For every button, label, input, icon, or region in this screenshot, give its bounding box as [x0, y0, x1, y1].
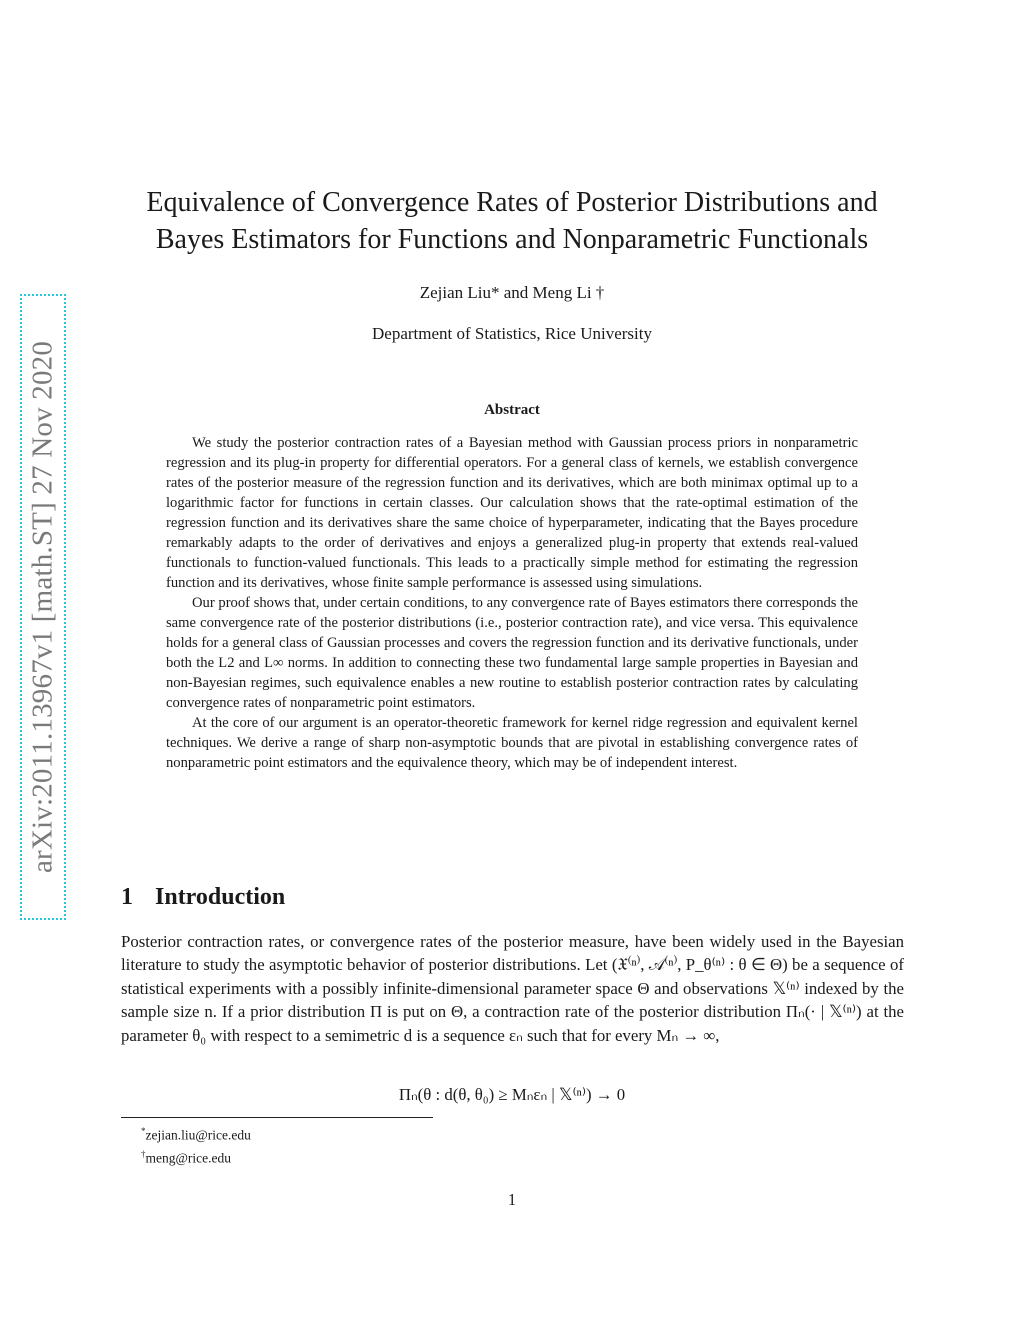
paper-title — [110, 184, 914, 258]
intro-paragraph: Posterior contraction rates, or convergence rates of the posterior measure, have been widely used in the Bayesian literature to study the asymptotic behavior of posterior distributions. Let (𝔛⁽ⁿ⁾, 𝒜⁽ⁿ⁾, P_θ⁽ⁿ⁾ : θ ∈ Θ) be a sequence of statistical experiments with a possibly infinite-dimensional parameter space Θ and observations 𝕏⁽ⁿ⁾ indexed by the sample size n. If a prior distribution Π is put on Θ, a contraction rate of the posterior distribution Πₙ(· | 𝕏⁽ⁿ⁾) at the parameter θ₀ with respect to a semimetric d is a sequence εₙ such that for every Mₙ → ∞, — [121, 932, 904, 1045]
section-title: Introduction — [155, 884, 286, 910]
arxiv-identifier: arXiv:2011.13967v1 [math.ST] 27 Nov 2020 — [26, 340, 59, 874]
section-number: 1 — [121, 884, 133, 910]
page-number: 1 — [507, 1190, 517, 1209]
abstract-paragraph: Our proof shows that, under certain conditions, to any convergence rate of Bayes estimators there corresponds the same convergence rate of the posterior distributions (i.e., posterior contraction rate), and vice versa. This equivalence holds for a general class of Gaussian processes and covers the regression function and its derivative functionals, under both the L2 and L∞ norms. In addition to connecting these two fundamental large sample properties in Bayesian and non-Bayesian regimes, such equivalence enables a new routine to establish posterior contraction rates by calculating convergence rates of nonparametric point estimators. — [166, 595, 858, 711]
footnote-email: zejian.liu@rice.edu — [145, 1127, 251, 1143]
footnote-item: †meng@rice.edu — [141, 1148, 232, 1165]
abstract-heading: Abstract — [484, 402, 540, 418]
title-line-1: Equivalence of Convergence Rates of Posterior Distributions and — [146, 187, 878, 218]
abstract-paragraph: At the core of our argument is an operator-theoretic framework for kernel ridge regression and equivalent kernel techniques. We derive a range of sharp non-asymptotic bounds that are pivotal in establishing convergence rates of nonparametric point estimators and the equivalence theory, which may be of independent interest. — [166, 715, 858, 771]
title-line-2: Bayes Estimators for Functions and Nonparametric Functionals — [155, 224, 869, 255]
abstract-body — [166, 433, 858, 773]
display-equation: Πₙ(θ : d(θ, θ₀) ≥ Mₙεₙ | 𝕏⁽ⁿ⁾) → 0 — [398, 1085, 626, 1104]
section-heading — [121, 884, 285, 911]
affiliation: Department of Statistics, Rice University — [372, 324, 652, 343]
footnotes — [141, 1122, 251, 1167]
footnote-item: *zejian.liu@rice.edu — [141, 1126, 251, 1143]
abstract-paragraph: We study the posterior contraction rates of a Bayesian method with Gaussian process priors in nonparametric regression and its plug-in property for differential operators. For a general class of kernels, we establish convergence rates of the posterior measure of the regression function and its derivatives, which are both minimax optimal up to a logarithmic factor for functions in certain classes. Our calculation shows that the rate-optimal estimation of the regression function and its derivatives share the same choice of hyperparameter, indicating that the Bayes procedure remarkably adapts to the order of derivatives and enjoys a generalized plug-in property that extends real-valued functionals to function-valued functionals. This leads to a practically simple method for estimating the regression function and its derivatives, whose finite sample performance is assessed using simulations. — [166, 435, 858, 591]
footnote-divider — [121, 1117, 433, 1118]
authors: Zejian Liu* and Meng Li † — [419, 283, 605, 302]
arxiv-identifier-stamp — [20, 294, 66, 920]
footnote-email: meng@rice.edu — [145, 1150, 232, 1165]
